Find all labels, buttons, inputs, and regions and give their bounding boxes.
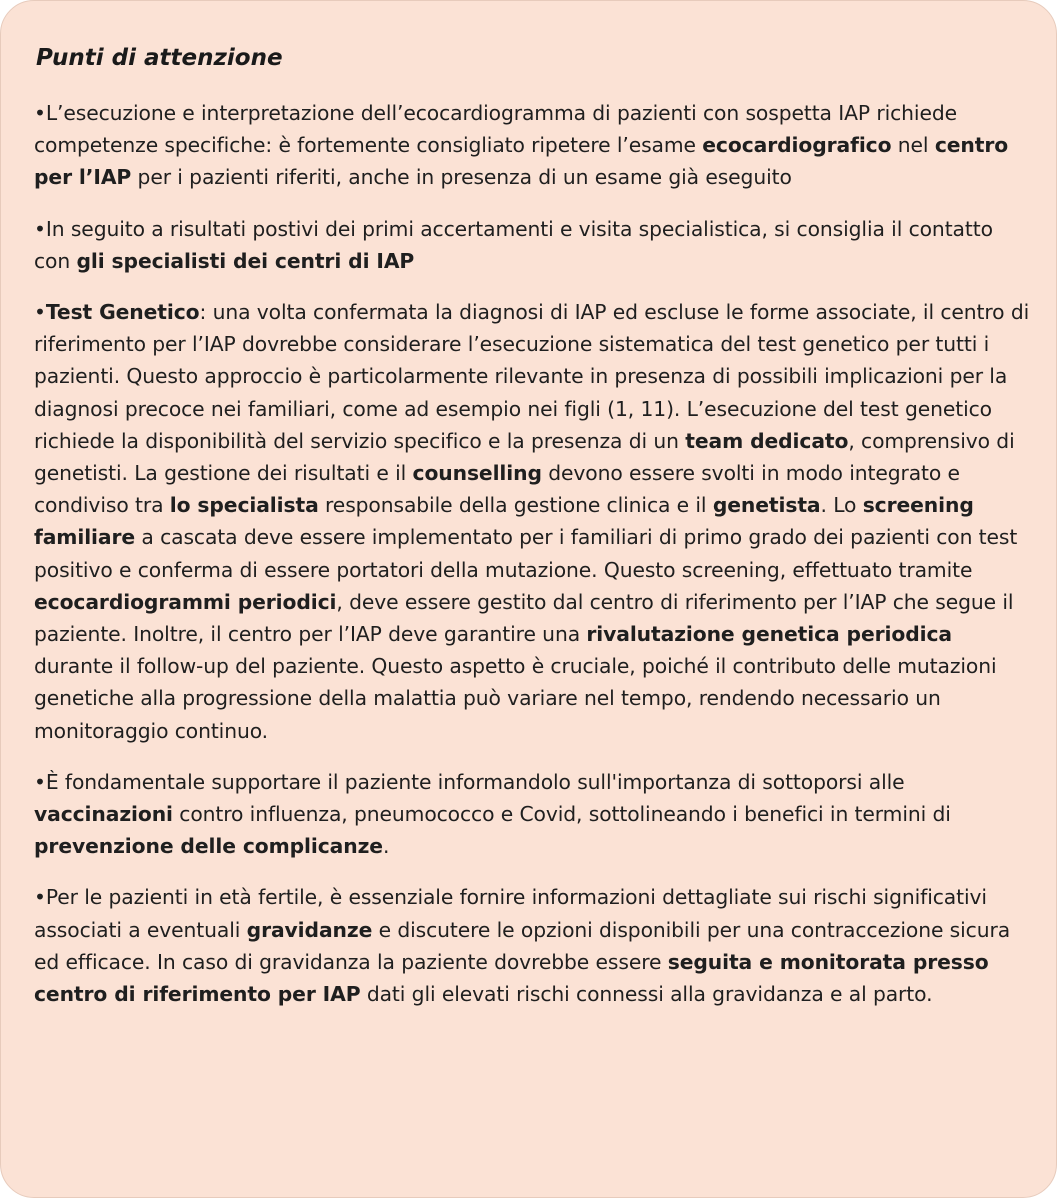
emphasis-text: genetista [712,493,821,518]
emphasis-text: centro per l’IAP [34,133,1009,190]
body-text: dati gli elevati rischi connessi alla gravidanza e al parto. [360,982,933,1007]
body-text: contro influenza, pneumococco e Covid, sottolineando i benefici in termini di [172,802,951,827]
body-text: •Per le pazienti in età fertile, è essenziale fornire informazioni dettagliate sui rischi significativi associati a eventuali [34,885,987,942]
body-text: •È fondamentale supportare il paziente informandolo sull'importanza di sottoporsi alle [34,769,905,794]
emphasis-text: lo specialista [169,493,319,518]
body-text: e discutere le opzioni disponibili per una contraccezione sicura ed efficace. In caso di gravidanza la paziente dovrebbe essere [34,917,1011,974]
box-title: Punti di attenzione [36,45,283,71]
paragraph-list [34,97,1032,1010]
body-text: •L’esecuzione e interpretazione dell’ecocardiogramma di pazienti con sospetta IAP richiede competenze specifiche: è fortemente consigliato ripetere l’esame [34,101,957,158]
emphasis-text: ecocardiogrammi periodici [34,589,337,614]
bullet-paragraph [34,881,1032,1010]
body-text: responsabile della gestione clinica e il [318,493,713,518]
emphasis-text: rivalutazione genetica periodica [586,622,952,647]
bullet-paragraph [34,97,1032,194]
emphasis-text: ecocardiografico [702,133,892,158]
bullet-paragraph [34,296,1032,747]
emphasis-text: gravidanze [246,917,373,942]
bullet-paragraph [34,766,1032,863]
body-text: devono essere svolti in modo integrato e condiviso tra [34,461,960,518]
body-text: • [34,300,46,325]
body-text: per i pazienti riferiti, anche in presenza di un esame già eseguito [131,165,792,190]
body-text: nel [891,133,935,158]
emphasis-text: vaccinazioni [34,802,173,827]
emphasis-text: seguita e monitorata presso centro di riferimento per IAP [34,949,989,1007]
body-text: •In seguito a risultati postivi dei primi accertamenti e visita specialistica, si consiglia il contatto con [34,216,993,273]
emphasis-text: counselling [412,461,542,486]
body-text: durante il follow-up del paziente. Questo aspetto è cruciale, poiché il contributo delle mutazioni genetiche alla progressione della malattia può variare nel tempo, rendendo necessario un monitoraggio continuo. [34,654,997,743]
body-text: . [382,834,390,859]
body-text: , deve essere gestito dal centro di riferimento per l’IAP che segue il paziente. Inoltre, il centro per l’IAP deve garantire una [34,589,1014,647]
emphasis-text: Test Genetico [45,300,200,325]
emphasis-text: prevenzione delle complicanze [34,834,383,859]
emphasis-text: gli specialisti dei centri di IAP [76,248,415,273]
bullet-paragraph [34,213,1032,277]
body-text: : una volta confermata la diagnosi di IAP ed escluse le forme associate, il centro di riferimento per l’IAP dovrebbe considerare l’esecuzione sistematica del test genetico per tutti i pazienti. Questo approccio è particolarmente rilevante in presenza di possibili implicazioni per la diagnosi precoce nei familiari, come ad esempio nei figli (1, 11). L’esecuzione del test genetico richiede la disponibilità del servizio specifico e la presenza di un [34,300,1030,453]
emphasis-text: screening familiare [34,493,974,550]
body-text: a cascata deve essere implementato per i familiari di primo grado dei pazienti con test positivo e conferma di essere portatori della mutazione. Questo screening, effettuato tramite [34,525,1018,582]
emphasis-text: team dedicato [685,428,849,453]
body-text: , comprensivo di genetisti. La gestione dei risultati e il [34,428,1015,486]
body-text: . Lo [820,493,863,518]
